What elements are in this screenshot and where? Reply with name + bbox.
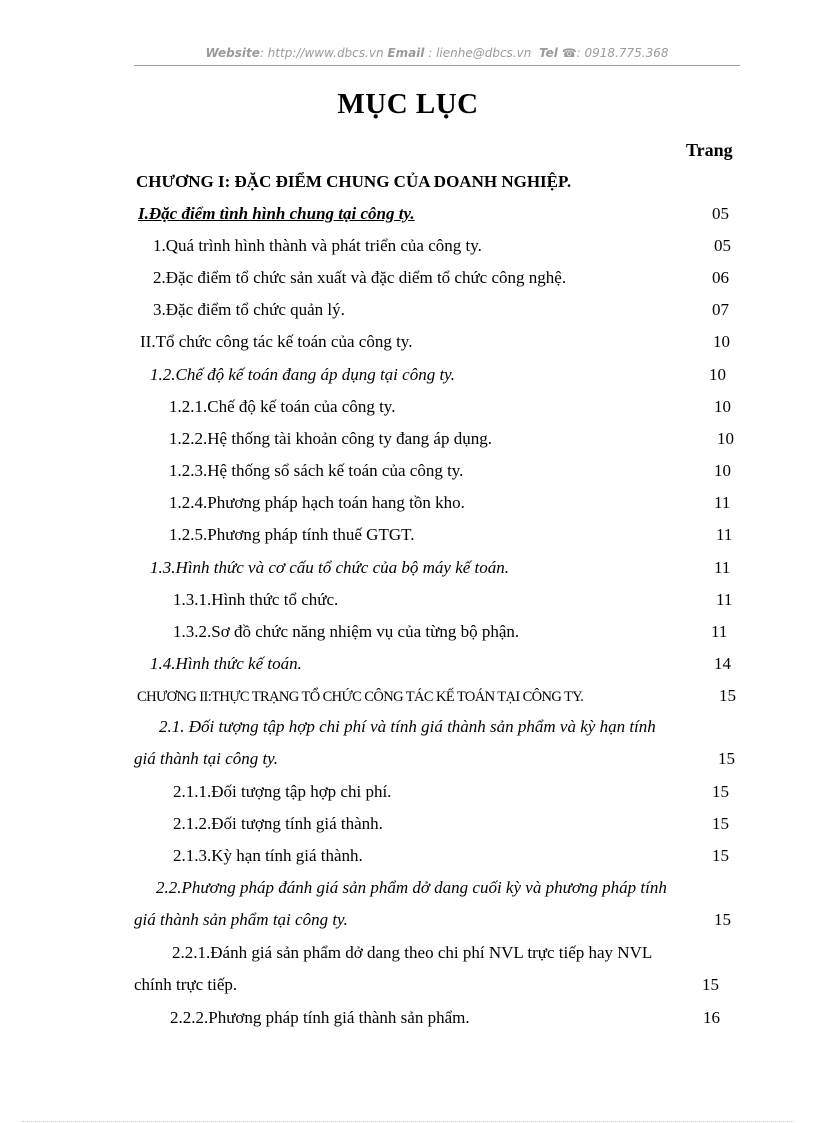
toc-page-number: 10 xyxy=(714,461,731,480)
toc-entry: 1.2.1.Chế độ kế toán của công ty. xyxy=(169,397,396,416)
toc-entry: 2.Đặc điểm tổ chức sản xuất và đặc diểm tổ chức công nghệ. xyxy=(153,268,567,287)
toc-entry: 2.2.2.Phương pháp tính giá thành sản phẩm. xyxy=(170,1008,470,1027)
toc-entry: 2.1. Đối tượng tập hợp chi phí và tính giá thành sản phẩm và kỳ hạn tính xyxy=(159,717,656,736)
toc-page-number: 15 xyxy=(702,975,719,994)
toc-entry: 1.4.Hình thức kế toán. xyxy=(150,654,302,673)
toc-page-number: 10 xyxy=(717,429,734,448)
website-label: Website xyxy=(205,46,260,60)
toc-page-number: 11 xyxy=(711,622,728,641)
toc-page-number: 16 xyxy=(703,1008,720,1027)
email-value: : lienhe@dbcs.vn xyxy=(424,46,532,60)
toc-page-number: 05 xyxy=(712,204,729,223)
toc-page-number: 11 xyxy=(716,590,733,609)
toc-entry: 2.2.Phương pháp đánh giá sản phẩm dở dang cuối kỳ và phương pháp tính xyxy=(156,878,667,897)
toc-page-number: 14 xyxy=(714,654,731,673)
header-divider xyxy=(134,65,740,66)
toc-entry-chapter-1: CHƯƠNG I: ĐẶC ĐIỂM CHUNG CỦA DOANH NGHIỆP. xyxy=(136,172,572,191)
toc-page-number: 15 xyxy=(714,910,731,929)
toc-entry: 1.2.Chế độ kế toán đang áp dụng tại công ty. xyxy=(150,365,456,384)
toc-page-number: 15 xyxy=(718,749,735,768)
toc-entry: 1.2.5.Phương pháp tính thuế GTGT. xyxy=(169,525,415,544)
toc-entry: 2.2.1.Đánh giá sản phẩm dở dang theo chi phí NVL trực tiếp hay NVL xyxy=(172,943,653,962)
toc-entry-continued: giá thành tại công ty. xyxy=(134,749,279,768)
toc-page-number: 15 xyxy=(712,814,729,833)
toc-entry: 2.1.2.Đối tượng tính giá thành. xyxy=(173,814,383,833)
tel-label: Tel xyxy=(538,46,558,60)
page-header xyxy=(134,46,740,60)
page-column-label: Trang xyxy=(686,140,733,160)
toc-entry: 1.3.2.Sơ đồ chức năng nhiệm vụ của từng bộ phận. xyxy=(173,622,520,641)
toc-page-number: 07 xyxy=(712,300,729,319)
toc-entry-continued: giá thành sản phẩm tại công ty. xyxy=(134,910,348,929)
toc-entry: 1.3.1.Hình thức tổ chức. xyxy=(173,590,339,609)
page-title: MỤC LỤC xyxy=(337,88,479,120)
toc-page-number: 15 xyxy=(712,846,729,865)
toc-page-number: 11 xyxy=(714,493,731,512)
toc-entry: II.Tổ chức công tác kế toán của công ty. xyxy=(140,332,413,351)
toc-entry: 2.1.1.Đối tượng tập hợp chi phí. xyxy=(173,782,392,801)
toc-entry: 1.2.2.Hệ thống tài khoản công ty đang áp dụng. xyxy=(169,429,492,448)
toc-entry: 1.3.Hình thức và cơ cấu tổ chức của bộ máy kế toán. xyxy=(150,558,510,577)
toc-page-number: 06 xyxy=(712,268,729,287)
toc-page-number: 10 xyxy=(713,332,730,351)
toc-page-number: 15 xyxy=(712,782,729,801)
toc-page-number: 05 xyxy=(714,236,731,255)
phone-icon: ☎ xyxy=(561,46,577,60)
toc-page-number: 15 xyxy=(719,686,736,705)
toc-entry: 1.Quá trình hình thành và phát triển của công ty. xyxy=(153,236,482,255)
footer-divider xyxy=(22,1121,794,1122)
toc-entry: 2.1.3.Kỳ hạn tính giá thành. xyxy=(173,846,363,865)
email-label: Email xyxy=(387,46,425,60)
toc-page-number: 10 xyxy=(709,365,726,384)
toc-entry-continued: chính trực tiếp. xyxy=(134,975,238,994)
toc-page-number: 11 xyxy=(714,558,731,577)
website-value: : http://www.dbcs.vn xyxy=(259,46,384,60)
tel-value: : 0918.775.368 xyxy=(576,46,669,60)
toc-page-number: 11 xyxy=(716,525,733,544)
toc-entry: I.Đặc điểm tình hình chung tại công ty. xyxy=(138,204,415,223)
toc-entry: 1.2.3.Hệ thống sổ sách kế toán của công ty. xyxy=(169,461,464,480)
toc-entry-chapter-2: CHƯƠNG II:THỰC TRẠNG TỔ CHỨC CÔNG TÁC KẾ TOÁN TẠI CÔNG TY. xyxy=(137,689,584,705)
toc-page-number: 10 xyxy=(714,397,731,416)
toc-entry: 1.2.4.Phương pháp hạch toán hang tồn kho. xyxy=(169,493,465,512)
toc-entry: 3.Đặc điểm tổ chức quản lý. xyxy=(153,300,345,319)
